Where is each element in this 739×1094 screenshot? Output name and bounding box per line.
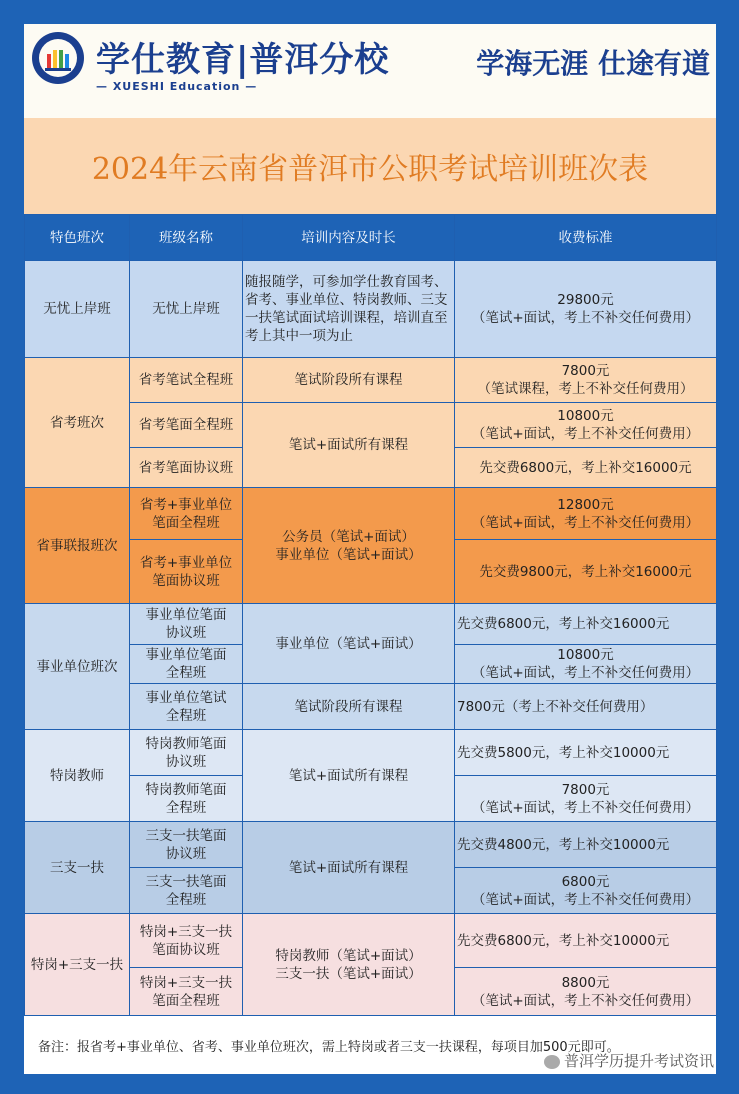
fee-cell: 8800元 （笔试+面试，考上不补交任何费用）: [455, 968, 717, 1016]
table-row: [25, 822, 717, 868]
fee-cell: 10800元 （笔试+面试，考上不补交任何费用）: [455, 645, 717, 684]
class-name-cell: 省考笔面全程班: [130, 403, 243, 448]
fee-cell: 先交费5800元，考上补交10000元: [455, 730, 717, 776]
class-name-cell: 省考笔试全程班: [130, 358, 243, 403]
fee-cell: 7800元 （笔试课程，考上不补交任何费用）: [455, 358, 717, 403]
brand-subtitle: — XUESHI Education —: [96, 80, 258, 93]
fee-cell: 29800元 （笔试+面试，考上不补交任何费用）: [455, 261, 717, 358]
class-name-cell: 省考笔面协议班: [130, 448, 243, 488]
category-cell: 无忧上岸班: [25, 261, 130, 358]
class-name-cell: 特岗教师笔面 协议班: [130, 730, 243, 776]
class-name-cell: 事业单位笔试 全程班: [130, 684, 243, 730]
xueshi-logo-icon: [30, 30, 86, 86]
class-name-cell: 事业单位笔面 协议班: [130, 604, 243, 645]
column-header: 培训内容及时长: [243, 215, 455, 261]
table-header-row: [25, 215, 717, 261]
content-cell: 笔试阶段所有课程: [243, 358, 455, 403]
category-cell: 特岗+三支一扶: [25, 914, 130, 1016]
fee-cell: 先交费6800元，考上补交16000元: [455, 604, 717, 645]
category-cell: 省事联报班次: [25, 488, 130, 604]
fee-cell: 先交费4800元，考上补交10000元: [455, 822, 717, 868]
class-name-cell: 特岗教师笔面 全程班: [130, 776, 243, 822]
column-header: 特色班次: [25, 215, 130, 261]
header: [24, 24, 716, 118]
content-cell: 特岗教师（笔试+面试） 三支一扶（笔试+面试）: [243, 914, 455, 1016]
page: [24, 24, 716, 1074]
category-cell: 省考班次: [25, 358, 130, 488]
slogan: 学海无涯 仕途有道: [476, 47, 710, 80]
content-cell: 随报随学，可参加学仕教育国考、省考、事业单位、特岗教师、三支一扶笔试面试培训课程，培训直至考上其中一项为止: [243, 261, 455, 358]
fee-cell: 12800元 （笔试+面试，考上不补交任何费用）: [455, 488, 717, 540]
footnote: 备注：报省考+事业单位、省考、事业单位班次，需上特岗或者三支一扶课程，每项目加500元即可。: [38, 1040, 620, 1055]
table-row: [25, 488, 717, 540]
fee-cell: 先交费9800元，考上补交16000元: [455, 540, 717, 604]
category-cell: 特岗教师: [25, 730, 130, 822]
table-row: [25, 604, 717, 645]
table-row: [25, 730, 717, 776]
category-cell: 事业单位班次: [25, 604, 130, 730]
class-name-cell: 特岗+三支一扶 笔面协议班: [130, 914, 243, 968]
class-name-cell: 省考+事业单位 笔面协议班: [130, 540, 243, 604]
title-band: [24, 118, 716, 214]
watermark: [544, 1050, 714, 1071]
table-row: [25, 914, 717, 968]
content-cell: 笔试+面试所有课程: [243, 730, 455, 822]
fee-cell: 7800元（考上不补交任何费用）: [455, 684, 717, 730]
page-title: 2024年云南省普洱市公职考试培训班次表: [91, 152, 649, 187]
class-name-cell: 省考+事业单位 笔面全程班: [130, 488, 243, 540]
column-header: 班级名称: [130, 215, 243, 261]
category-cell: 三支一扶: [25, 822, 130, 914]
brand-title: 学仕教育|普洱分校: [96, 40, 390, 80]
footer: [24, 1020, 716, 1074]
wechat-icon: [544, 1055, 560, 1069]
class-name-cell: 三支一扶笔面 协议班: [130, 822, 243, 868]
class-name-cell: 无忧上岸班: [130, 261, 243, 358]
class-name-cell: 三支一扶笔面 全程班: [130, 868, 243, 914]
fee-cell: 先交费6800元，考上补交16000元: [455, 448, 717, 488]
class-schedule-table: [24, 214, 717, 1016]
column-header: 收费标准: [455, 215, 717, 261]
fee-cell: 10800元 （笔试+面试，考上不补交任何费用）: [455, 403, 717, 448]
fee-cell: 6800元 （笔试+面试，考上不补交任何费用）: [455, 868, 717, 914]
watermark-text: 普洱学历提升考试资讯: [563, 1052, 714, 1070]
class-name-cell: 事业单位笔面 全程班: [130, 645, 243, 684]
content-cell: 公务员（笔试+面试） 事业单位（笔试+面试）: [243, 488, 455, 604]
table-row: [25, 358, 717, 403]
content-cell: 事业单位（笔试+面试）: [243, 604, 455, 684]
content-cell: 笔试+面试所有课程: [243, 403, 455, 488]
content-cell: 笔试阶段所有课程: [243, 684, 455, 730]
table-row: [25, 261, 717, 358]
fee-cell: 先交费6800元，考上补交10000元: [455, 914, 717, 968]
class-name-cell: 特岗+三支一扶 笔面全程班: [130, 968, 243, 1016]
fee-cell: 7800元 （笔试+面试，考上不补交任何费用）: [455, 776, 717, 822]
content-cell: 笔试+面试所有课程: [243, 822, 455, 914]
